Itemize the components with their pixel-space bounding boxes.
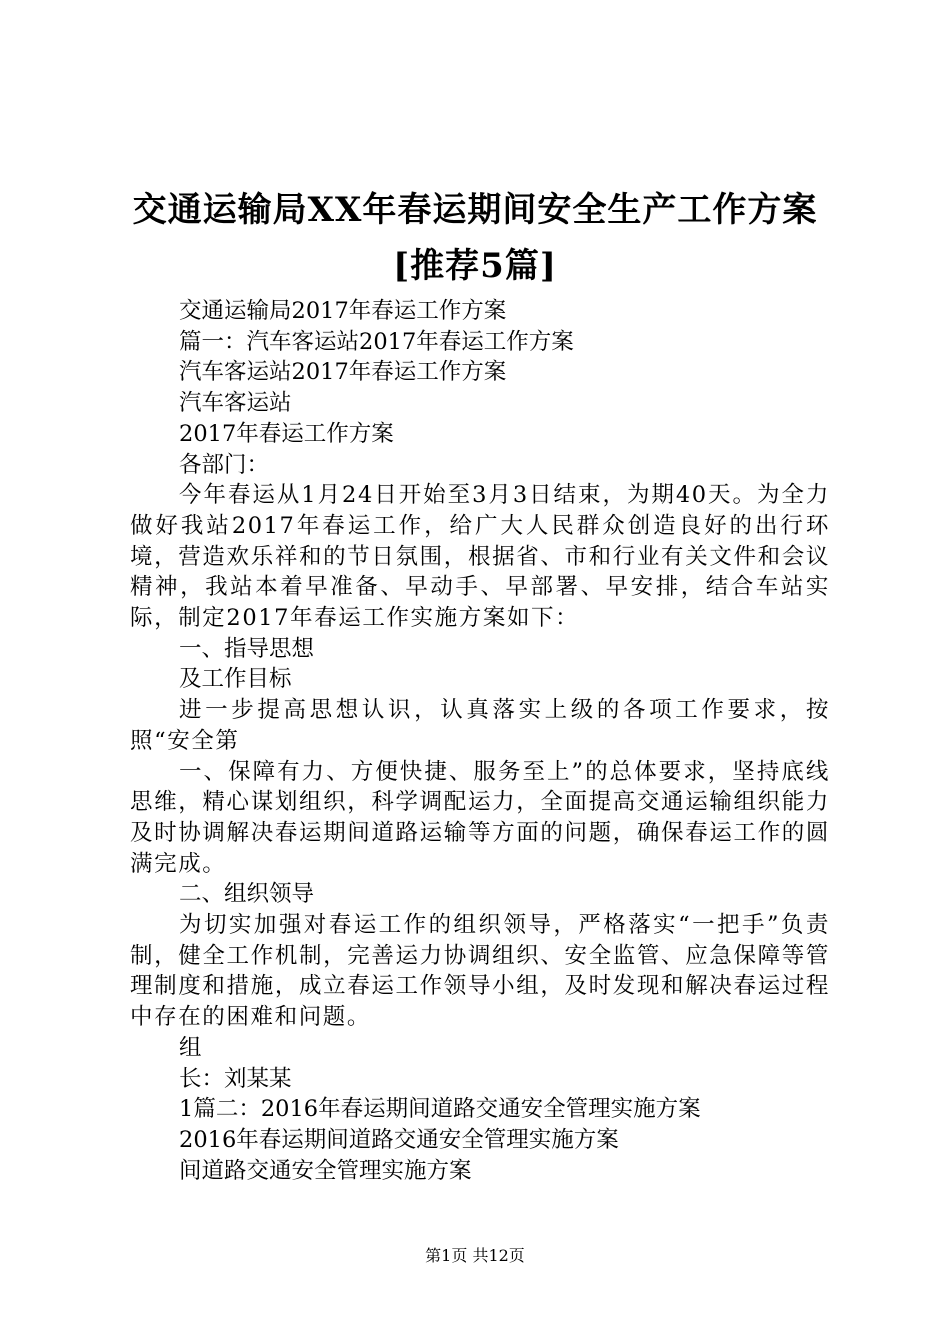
body-paragraph: 为切实加强对春运工作的组织领导，严格落实“一把手”负责制，健全工作机制，完善运力协调组织、安全监管、应急保障等管理制度和措施，成立春运工作领导小组，及时发现和解决春运过程中存在的困难和问题。 [130,912,830,1031]
body-paragraph: 进一步提高思想认识，认真落实上级的各项工作要求，按照“安全第 [130,697,830,754]
body-line: 二、组织领导 [179,881,315,908]
page-footer: 第1页 共12页 [425,1246,525,1265]
body-line: 1篇二：2016年春运期间道路交通安全管理实施方案 [179,1096,701,1123]
body-line: 各部门： [179,451,270,478]
body-line: 2017年春运工作方案 [179,420,394,447]
body-line: 交通运输局2017年春运工作方案 [179,298,507,324]
body-line: 一、指导思想 [179,635,315,662]
body-line: 间道路交通安全管理实施方案 [179,1157,472,1184]
body-paragraph: 一、保障有力、方便快捷、服务至上”的总体要求，坚持底线思维，精心谋划组织，科学调配运力，全面提高交通运输组织能力及时协调解决春运期间道路运输等方面的问题，确保春运工作的圆满完成。 [130,758,830,877]
body-paragraph: 今年春运从1月24日开始至3月3日结束，为期40天。为全力做好我站2017年春运工作，给广大人民群众创造良好的出行环境，营造欢乐祥和的节日氛围，根据省、市和行业有关文件和会议精神，我站本着早准备、早动手、早部署、早安排，结合车站实际，制定2017年春运工作实施方案如下： [130,482,830,632]
body-line: 及工作目标 [179,666,292,693]
document-title: 交通运输局XX年春运期间安全生产工作方案 [132,190,818,230]
body-line: 2016年春运期间道路交通安全管理实施方案 [179,1126,619,1153]
document-body [130,296,830,1186]
body-line: 汽车客运站2017年春运工作方案 [179,359,507,386]
body-line: 组 [179,1034,202,1061]
body-line: 汽车客运站 [179,390,292,417]
body-line: 篇一：汽车客运站2017年春运工作方案 [179,328,574,355]
body-line: 长：刘某某 [179,1065,292,1092]
document-title-suffix: [推荐5篇] [393,246,557,286]
